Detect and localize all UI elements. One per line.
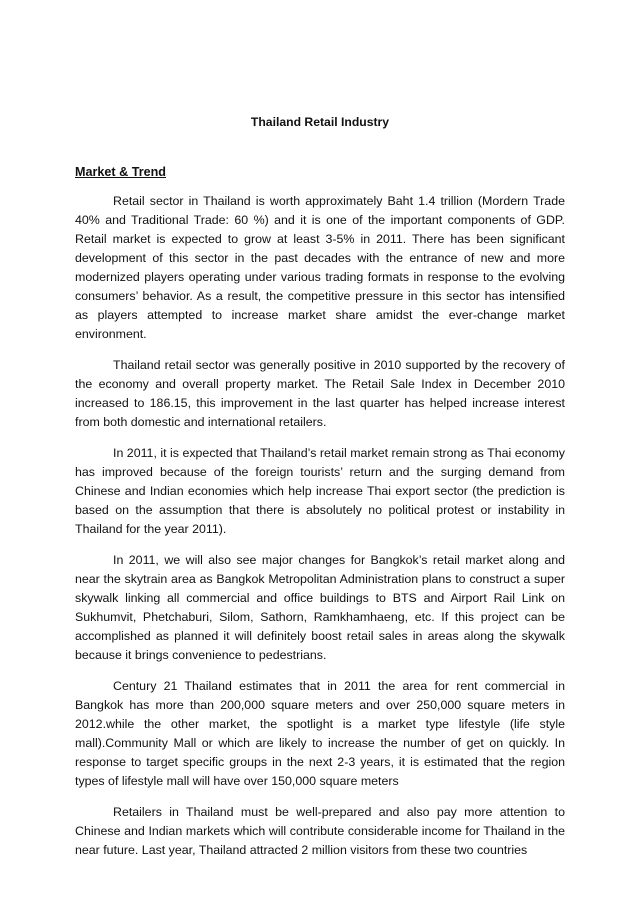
paragraph-century21: Century 21 Thailand estimates that in 2011 the area for rent commercial in Bangkok has more than 200,000 square meters and over 250,000 square meters in 2012.while the other market, the spotlight is a market type lifestyle (life style mall).Community Mall or which are likely to increase the number of get on quickly. In response to target specific groups in the next 2-3 years, it is estimated that the region types of lifestyle mall will have over 150,000 square meters [75,679,565,788]
paragraph-2010-positive: Thailand retail sector was generally positive in 2010 supported by the recovery of the economy and overall property market. The Retail Sale Index in December 2010 increased to 186.15, this improvement in the last quarter has helped increase interest from both domestic and international retailers. [75,358,565,429]
paragraph-retailers-prepared: Retailers in Thailand must be well-prepared and also pay more attention to Chinese and Indian markets which will contribute considerable income for Thailand in the near future. Last year, Thailand attracted 2 million visitors from these two countries [75,805,565,857]
paragraph-skywalk: In 2011, we will also see major changes for Bangkok’s retail market along and near the skytrain area as Bangkok Metropolitan Administration plans to construct a super skywalk linking all commercial and office buildings to BTS and Airport Rail Link on Sukhumvit, Phetchaburi, Silom, Sathorn, Ramkhamhaeng, etc. If this project can be accomplished as planned it will definitely boost retail sales in areas along the skywalk because it brings convenience to pedestrians. [75,553,565,662]
paragraph-retail-sector: Retail sector in Thailand is worth approximately Baht 1.4 trillion (Mordern Trade 40% and Traditional Trade: 60 %) and it is one of the important components of GDP. Retail market is expected to grow at least 3-5% in 2011. There has been significant development of this sector in the past decades with the entrance of new and more modernized players operating under various trading formats in response to the evolving consumers’ behavior. As a result, the competitive pressure in this sector has intensified as players attempted to increase market share amidst the ever-change market environment. [75,194,565,341]
paragraph-2011-outlook: In 2011, it is expected that Thailand’s retail market remain strong as Thai economy has improved because of the foreign tourists’ return and the surging demand from Chinese and Indian economies which help increase Thai export sector (the prediction is based on the assumption that there is absolutely no political protest or instability in Thailand for the year 2011). [75,446,565,536]
section-heading-market-trend: Market & Trend [75,165,166,179]
body-text [75,192,565,872]
document-title: Thailand Retail Industry [250,115,390,129]
